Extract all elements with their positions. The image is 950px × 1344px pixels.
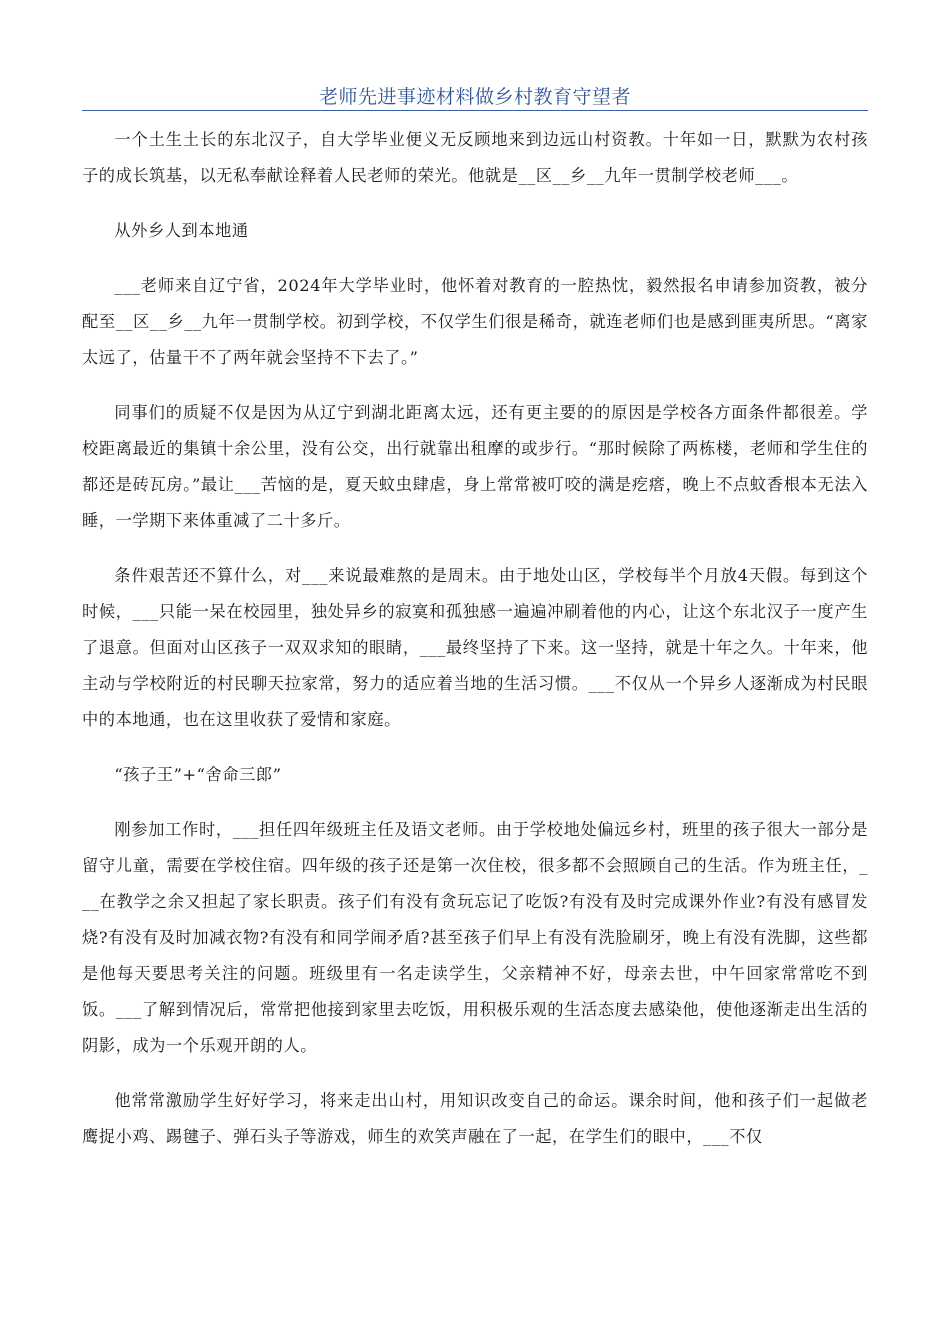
document-body xyxy=(82,122,868,1174)
paragraph-4: 条件艰苦还不算什么，对___来说最难熬的是周末。由于地处山区，学校每半个月放4天假。每到这个时候，___只能一呆在校园里，独处异乡的寂寞和孤独感一遍遍冲刷着他的内心，让这个东北汉子一度产生了退意。但面对山区孩子一双双求知的眼睛，___最终坚持了下来。这一坚持，就是十年之久。十年来，他主动与学校附近的村民聊天拉家常，努力的适应着当地的生活习惯。___不仅从一个异乡人逐渐成为村民眼中的本地通，也在这里收获了爱情和家庭。 xyxy=(82,566,868,729)
section-heading-1: 从外乡人到本地通 xyxy=(114,221,249,240)
paragraph-2: ___老师来自辽宁省，2024年大学毕业时，他怀着对教育的一腔热忱，毅然报名申请参加资教，被分配至__区__乡__九年一贯制学校。初到学校，不仅学生们很是稀奇，就连老师们也是感到匪夷所思。“离家太远了，估量干不了两年就会坚持不下去了。” xyxy=(82,276,868,367)
paragraph-6: 他常常激励学生好好学习，将来走出山村，用知识改变自己的命运。课余时间，他和孩子们一起做老鹰捉小鸡、踢毽子、弹石头子等游戏，师生的欢笑声融在了一起，在学生们的眼中，___不仅 xyxy=(82,1091,868,1146)
section-heading-2: “孩子王”+“舍命三郎” xyxy=(114,765,282,784)
paragraph-5: 刚参加工作时，___担任四年级班主任及语文老师。由于学校地处偏远乡村，班里的孩子很大一部分是留守儿童，需要在学校住宿。四年级的孩子还是第一次住校，很多都不会照顾自己的生活。作为班主任，___在教学之余又担起了家长职责。孩子们有没有贪玩忘记了吃饭?有没有及时完成课外作业?有没有感冒发烧?有没有及时加减衣物?有没有和同学闹矛盾?甚至孩子们早上有没有洗脸刷牙，晚上有没有洗脚，这些都是他每天要思考关注的问题。班级里有一名走读学生，父亲精神不好，母亲去世，中午回家常常吃不到饭。___了解到情况后，常常把他接到家里去吃饭，用积极乐观的生活态度去感染他，使他逐渐走出生活的阴影，成为一个乐观开朗的人。 xyxy=(82,820,868,1055)
paragraph-3: 同事们的质疑不仅是因为从辽宁到湖北距离太远，还有更主要的的原因是学校各方面条件都很差。学校距离最近的集镇十余公里，没有公交，出行就靠出租摩的或步行。“那时候除了两栋楼，老师和学生住的都还是砖瓦房。”最让___苦恼的是，夏天蚊虫肆虐，身上常常被叮咬的满是疙瘩，晚上不点蚊香根本无法入睡，一学期下来体重减了二十多斤。 xyxy=(82,403,868,530)
document-title: 老师先进事迹材料做乡村教育守望者 xyxy=(318,86,631,108)
paragraph-intro: 一个土生土长的东北汉子，自大学毕业便义无反顾地来到边远山村资教。十年如一日，默默为农村孩子的成长筑基，以无私奉献诠释着人民老师的荣光。他就是__区__乡__九年一贯制学校老师___。 xyxy=(82,130,868,185)
page-header xyxy=(82,78,868,111)
